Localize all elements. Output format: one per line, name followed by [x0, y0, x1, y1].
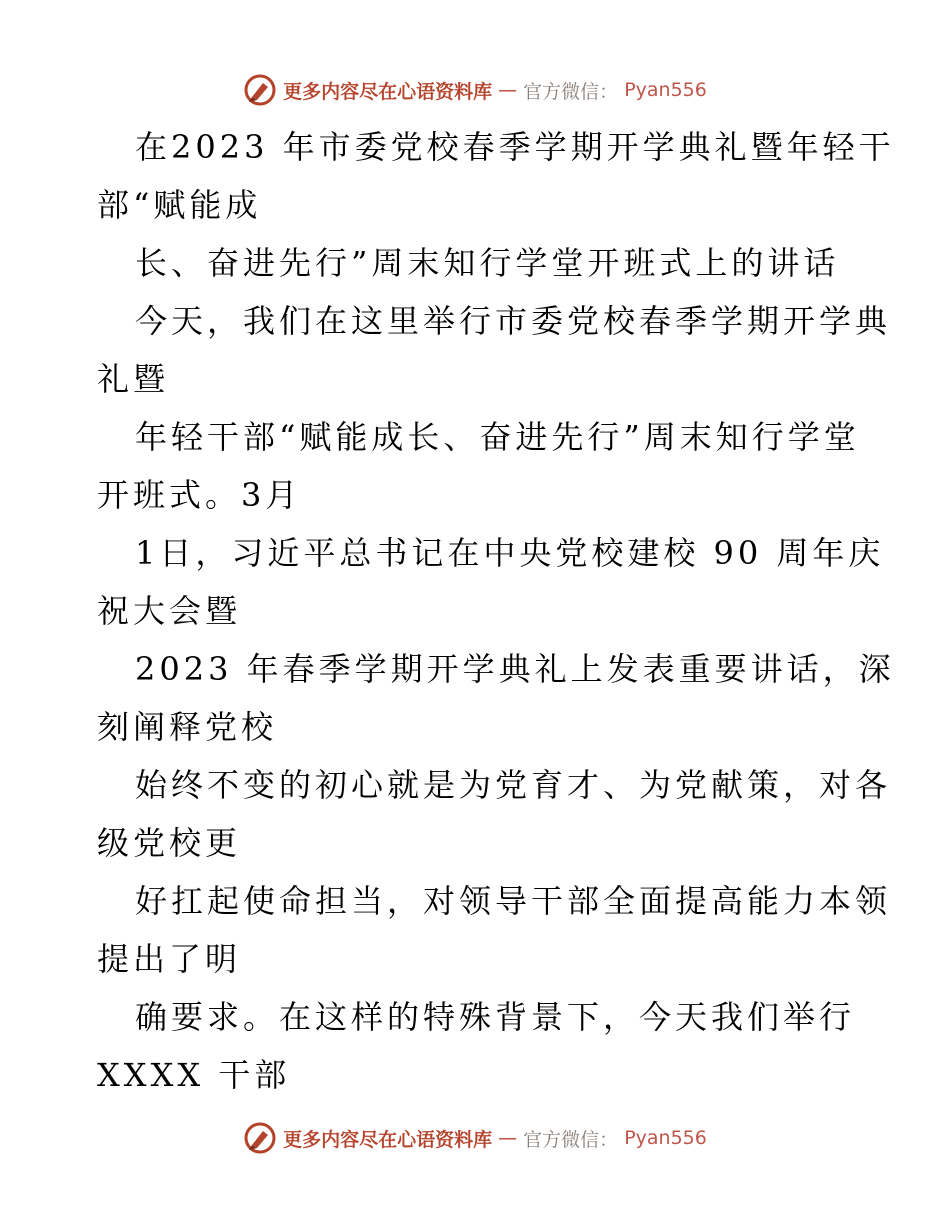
watermark-dash: — — [498, 1127, 518, 1149]
watermark-label: 官方微信： — [523, 1128, 619, 1151]
text-line-3: 长、奋进先行”周末知行学堂开班式上的讲话 — [135, 244, 840, 282]
watermark-label: 官方微信： — [523, 80, 619, 103]
text-line-8: 1日，习近平总书记在中央党校建校 90 周年庆 — [135, 534, 885, 572]
text-line-12: 始终不变的初心就是为党育才、为党献策，对各 — [135, 766, 892, 804]
footer-watermark — [0, 1118, 950, 1158]
watermark-main-text: 更多内容尽在心语资料库 — [283, 1128, 493, 1151]
text-line-10: 2023 年春季学期开学典礼上发表重要讲话，深 — [135, 650, 895, 688]
text-line-16: 确要求。在这样的特殊背景下，今天我们举行 — [135, 998, 856, 1036]
pen-logo-icon — [243, 1121, 277, 1155]
watermark-dash: — — [498, 79, 518, 101]
text-line-13: 级党校更 — [97, 824, 242, 862]
header-watermark — [0, 70, 950, 110]
text-line-5: 礼暨 — [97, 360, 170, 398]
text-line-11: 刻阐释党校 — [97, 708, 278, 746]
text-line-7: 开班式。3月 — [97, 476, 302, 514]
text-line-9: 祝大会暨 — [97, 592, 242, 630]
watermark-id: Pyan556 — [624, 79, 707, 101]
text-line-17: XXXX 干部 — [97, 1056, 291, 1094]
watermark-main-text: 更多内容尽在心语资料库 — [283, 80, 493, 103]
text-line-4: 今天，我们在这里举行市委党校春季学期开学典 — [135, 302, 892, 340]
text-line-1: 在2023 年市委党校春季学期开学典礼暨年轻干 — [135, 128, 895, 166]
text-line-6: 年轻干部“赋能成长、奋进先行”周末知行学堂 — [135, 418, 860, 456]
text-line-2: 部“赋能成 — [97, 186, 262, 224]
watermark-id: Pyan556 — [624, 1127, 707, 1149]
text-line-14: 好扛起使命担当，对领导干部全面提高能力本领 — [135, 882, 892, 920]
text-line-15: 提出了明 — [97, 940, 242, 978]
document-body — [97, 118, 895, 1104]
pen-logo-icon — [243, 73, 277, 107]
